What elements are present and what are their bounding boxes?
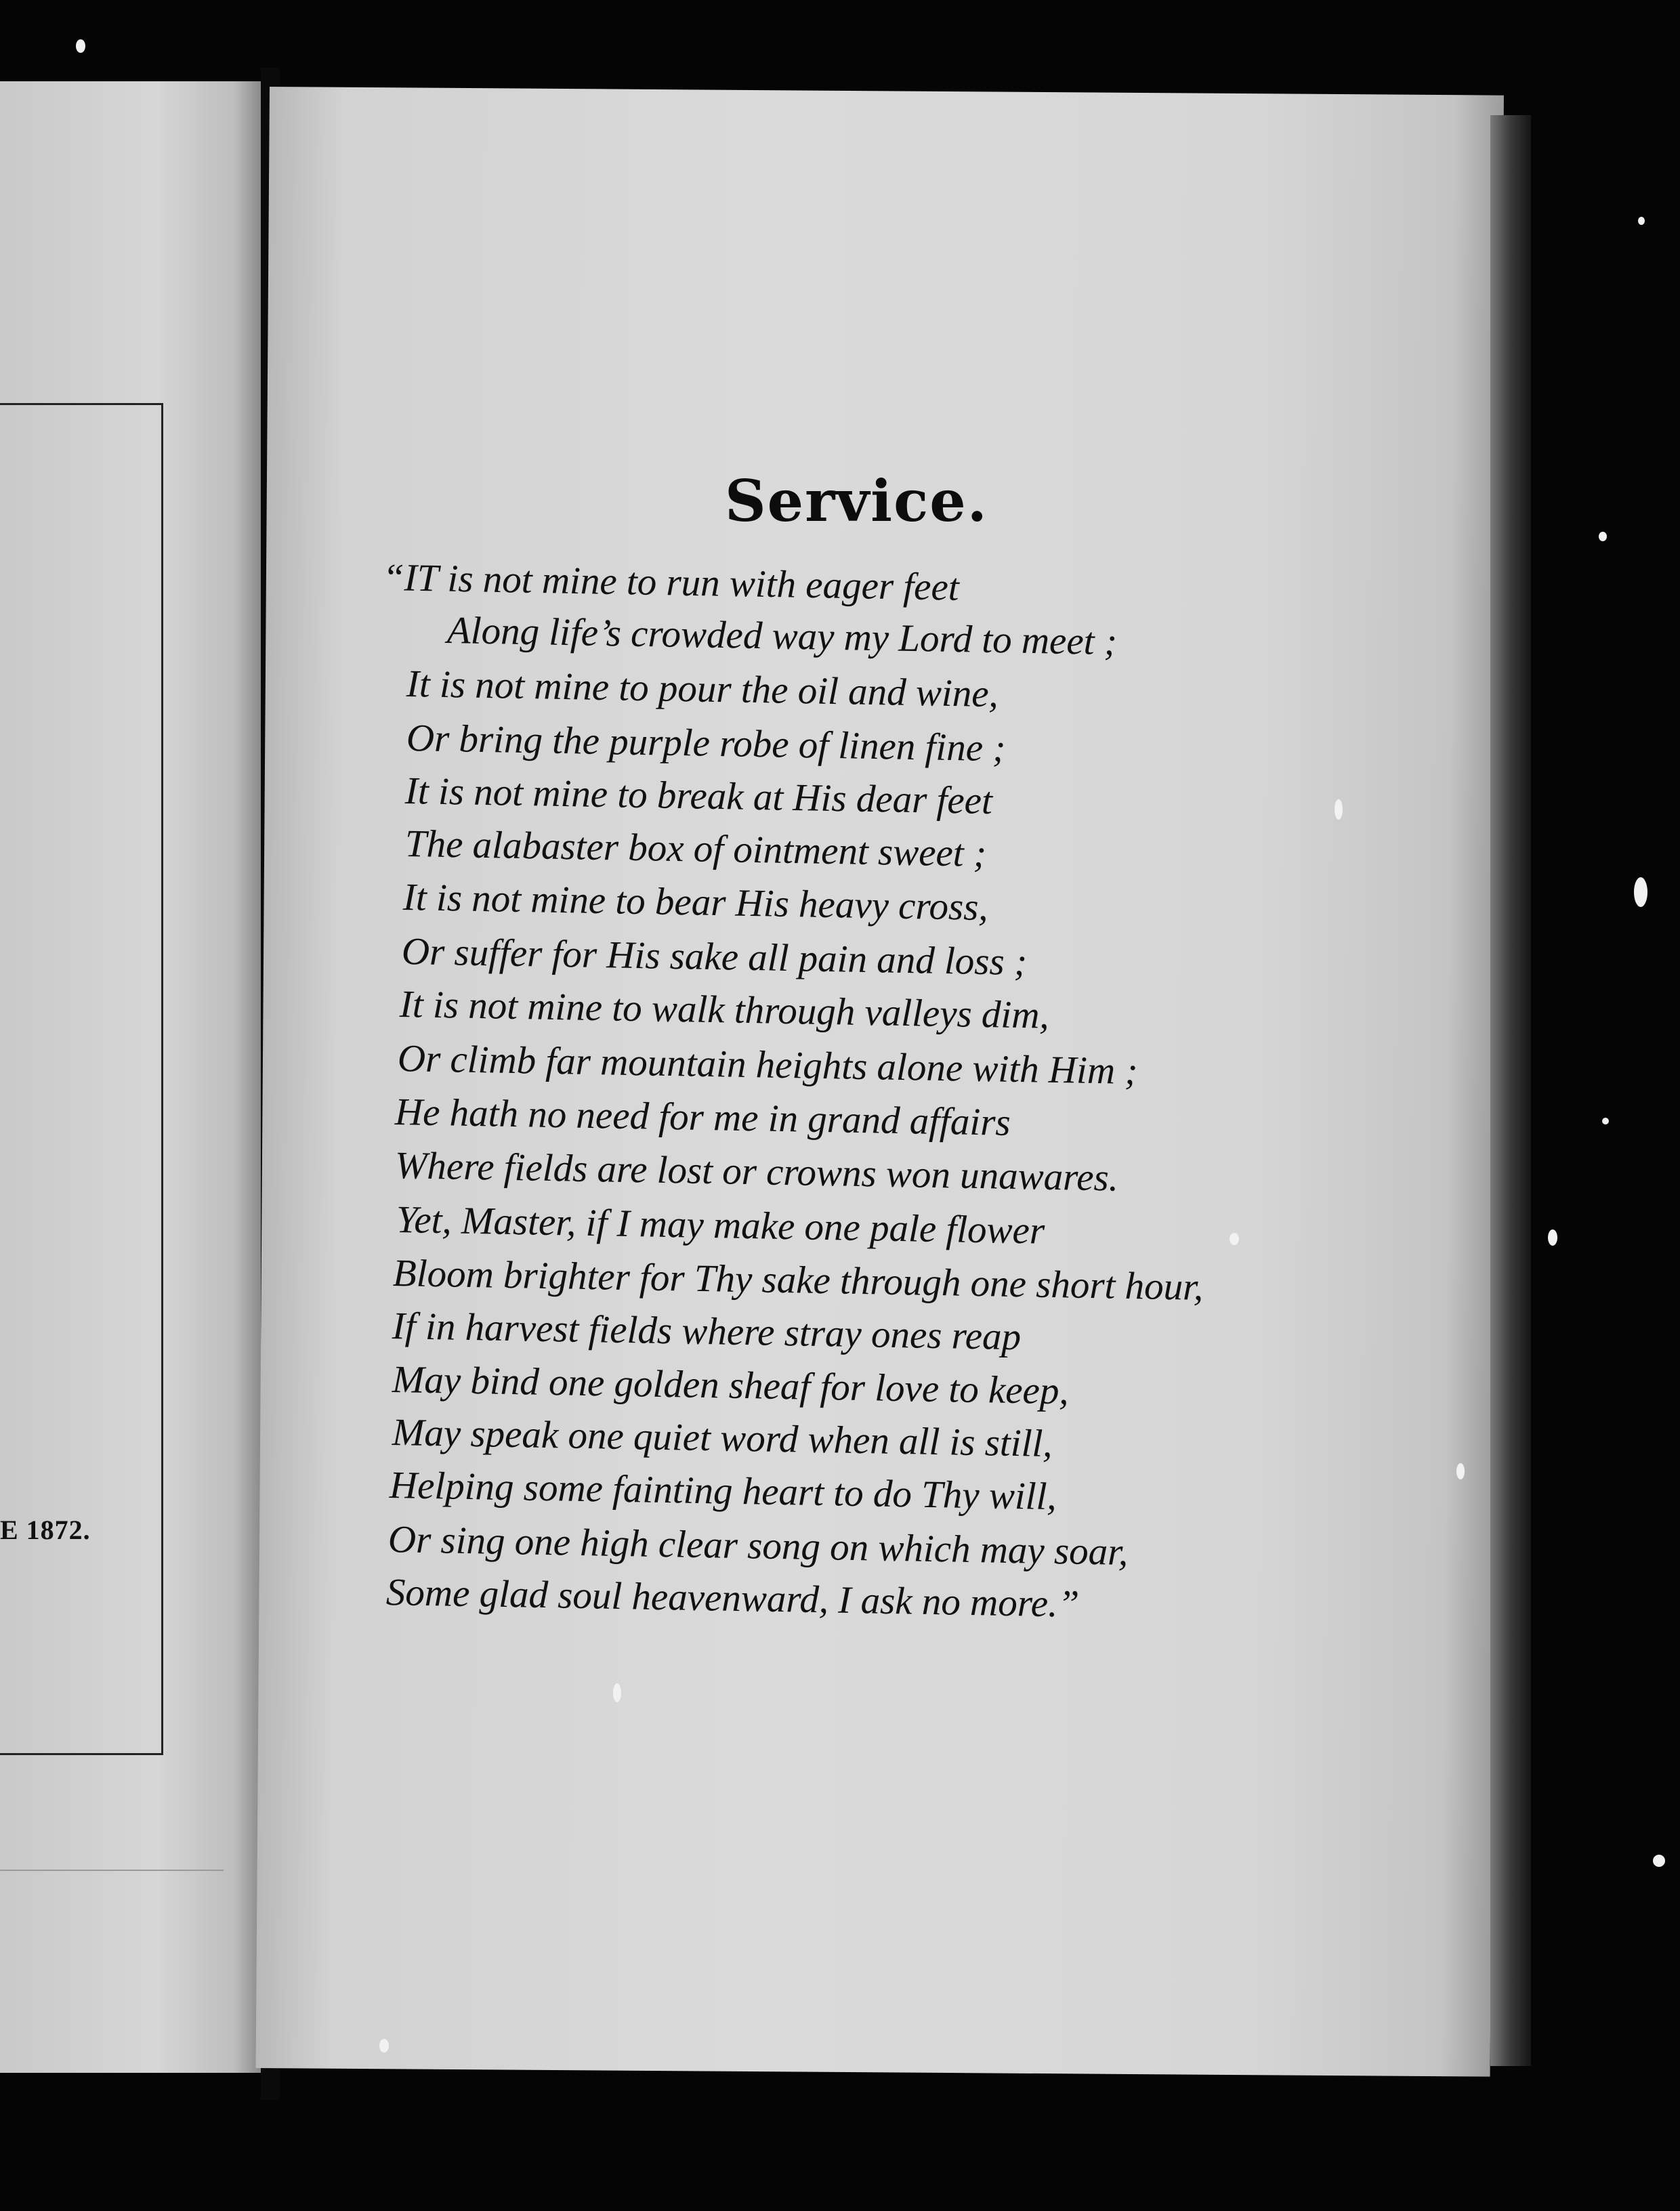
dust-speck bbox=[1335, 799, 1343, 820]
poem-line: The alabaster box of ointment sweet ; bbox=[404, 822, 987, 875]
poem-line: “IT is not mine to run with eager feet bbox=[382, 556, 960, 609]
dust-speck bbox=[1638, 217, 1645, 225]
dust-speck bbox=[1602, 1118, 1609, 1124]
facing-page-rule bbox=[0, 1870, 224, 1871]
facing-page bbox=[0, 81, 261, 2073]
page-edge-shadow bbox=[1490, 115, 1531, 2066]
poem-line: It is not mine to walk through valleys dim, bbox=[399, 983, 1050, 1037]
poem-line: Or sing one high clear song on which may soar, bbox=[387, 1518, 1129, 1574]
poem-line: It is not mine to break at His dear feet bbox=[404, 770, 993, 823]
dust-speck bbox=[1634, 877, 1647, 907]
poem-line: Bloom brighter for Thy sake through one short hour, bbox=[392, 1252, 1204, 1309]
poem-line: Along life’s crowded way my Lord to meet ; bbox=[446, 609, 1118, 664]
facing-page-frame bbox=[0, 403, 163, 1755]
poem-line: May bind one golden sheaf for love to keep, bbox=[392, 1358, 1070, 1413]
dust-speck bbox=[1599, 532, 1607, 541]
dust-speck bbox=[1456, 1463, 1465, 1479]
poem-title: Service. bbox=[725, 467, 988, 534]
poem-line: Or suffer for His sake all pain and loss ; bbox=[401, 930, 1028, 984]
poem-line: Some glad soul heavenward, I ask no more.” bbox=[385, 1571, 1080, 1626]
poem-line: May speak one quiet word when all is still, bbox=[392, 1411, 1053, 1466]
poem-line: Or climb far mountain heights alone with Him ; bbox=[397, 1037, 1138, 1093]
dust-speck bbox=[613, 1683, 621, 1702]
dust-speck bbox=[1548, 1229, 1557, 1246]
poem-line: Or bring the purple robe of linen fine ; bbox=[406, 717, 1006, 770]
dust-speck bbox=[1230, 1233, 1239, 1245]
dust-speck bbox=[1653, 1855, 1665, 1867]
poem-line: Helping some fainting heart to do Thy will, bbox=[389, 1464, 1057, 1519]
poem-line: It is not mine to pour the oil and wine, bbox=[406, 662, 999, 716]
poem-line: It is not mine to bear His heavy cross, bbox=[402, 876, 989, 929]
dust-speck bbox=[379, 2039, 389, 2052]
facing-page-text-fragment: E 1872. bbox=[0, 1515, 91, 1545]
poem-line: Where fields are lost or crowns won unawares. bbox=[394, 1144, 1119, 1200]
poem-line: He hath no need for me in grand affairs bbox=[394, 1091, 1011, 1144]
dust-speck bbox=[76, 39, 85, 53]
poem-line: Yet, Master, if I may make one pale flower bbox=[396, 1198, 1045, 1252]
poem-line: If in harvest fields where stray ones reap bbox=[392, 1305, 1022, 1359]
